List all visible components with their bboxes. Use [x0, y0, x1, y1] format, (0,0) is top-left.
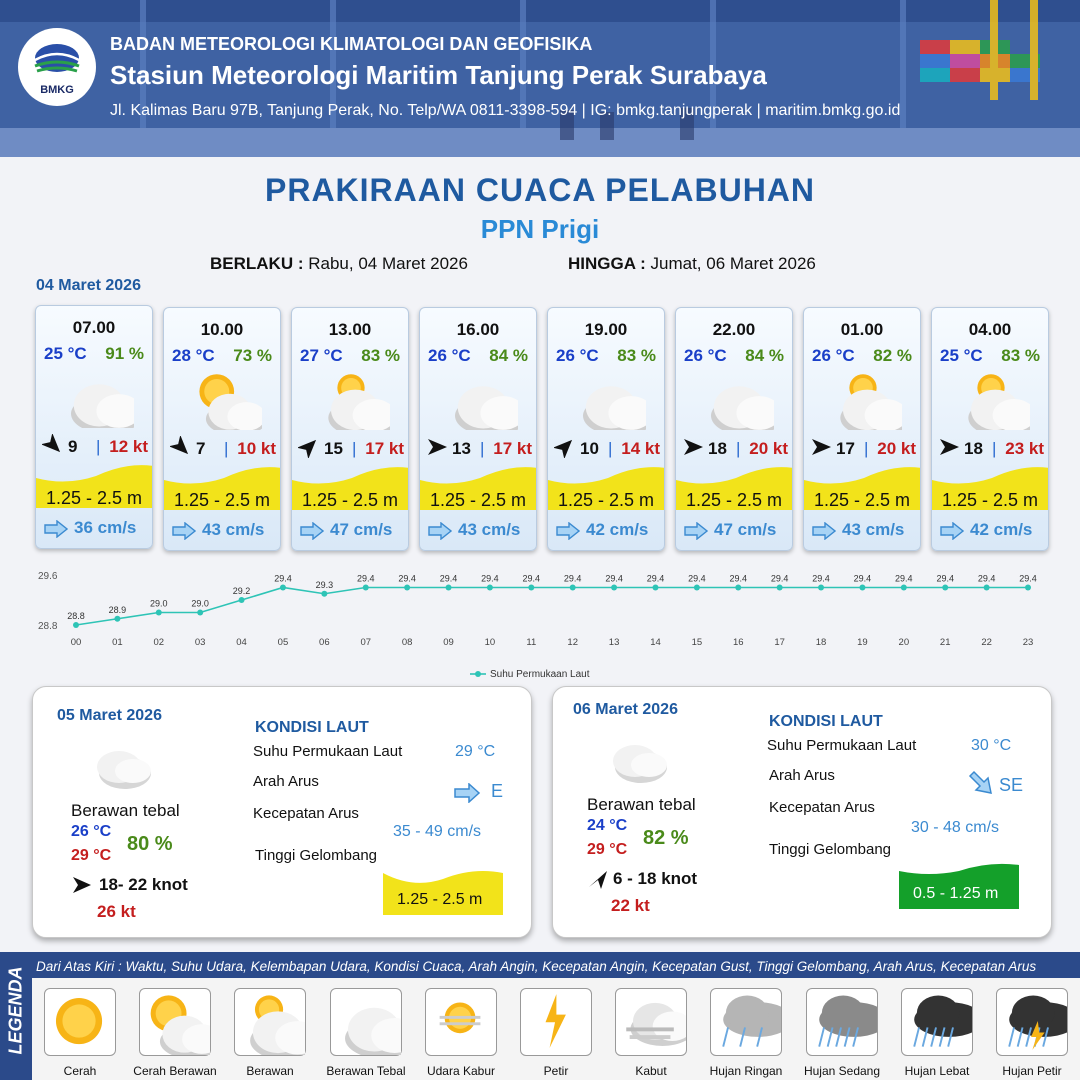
sst-data-label: 29.2	[232, 586, 251, 596]
card-wave-height: 1.25 - 2.5 m	[685, 490, 783, 510]
legend-item	[330, 988, 402, 1056]
card-humidity: 82 %	[873, 346, 912, 365]
x-tick-label: 12	[567, 637, 578, 648]
sst-series-line	[76, 588, 1028, 626]
sst-data-label: 29.4	[563, 573, 582, 584]
legend-item-label: Petir	[543, 1064, 569, 1078]
current-speed-value: 35 - 49 cm/s	[393, 823, 482, 840]
card-wind-speed: 7	[196, 439, 206, 458]
forecast-card	[931, 307, 1049, 551]
card-gust: 20 kt	[749, 439, 788, 458]
card-wave-height: 1.25 - 2.5 m	[941, 490, 1039, 510]
current-direction-icon	[300, 522, 324, 540]
card-gust: 20 kt	[877, 439, 916, 458]
thunderstorm-icon	[997, 989, 1067, 1055]
port-name: PPN Prigi	[480, 214, 600, 244]
separator: |	[480, 439, 485, 458]
card-time: 19.00	[584, 320, 628, 339]
separator: |	[736, 439, 741, 458]
partly-cloudy-icon	[184, 368, 262, 430]
mostly-cloudy-icon	[824, 368, 902, 430]
card-wave-height: 1.25 - 2.5 m	[813, 490, 911, 510]
sst-label: Suhu Permukaan Laut	[767, 737, 917, 754]
fog-icon	[616, 989, 686, 1055]
lightning-icon	[521, 989, 591, 1055]
sst-data-point	[901, 585, 907, 591]
partly-cloudy-icon	[140, 989, 210, 1055]
legend-item	[44, 988, 116, 1056]
sst-data-point	[818, 585, 824, 591]
separator: |	[96, 437, 101, 456]
mostly-cloudy-icon	[952, 368, 1030, 430]
sst-data-point	[280, 585, 286, 591]
card-time: 04.00	[968, 320, 1012, 339]
current-direction-icon	[172, 522, 196, 540]
sunny-icon	[45, 989, 115, 1055]
card-time: 10.00	[200, 320, 244, 339]
legend-title: LEGENDA	[5, 966, 26, 1055]
x-tick-label: 23	[1022, 637, 1034, 648]
card-wind-speed: 9	[68, 437, 78, 456]
card-current-speed: 47 cm/s	[714, 520, 777, 539]
valid-from-label: BERLAKU :	[210, 254, 304, 273]
legend-item-label: Udara Kabur	[426, 1064, 496, 1078]
forecast-card	[163, 307, 281, 551]
forecast-card	[547, 307, 665, 551]
sst-data-point	[859, 585, 865, 591]
valid-to-date: Jumat, 06 Maret 2026	[650, 254, 816, 273]
separator: |	[352, 439, 357, 458]
panel-date: 06 Maret 2026	[573, 701, 678, 718]
card-current-speed: 36 cm/s	[74, 518, 137, 537]
panel-tmin: 24 °C	[587, 817, 628, 834]
station-name: Stasiun Meteorologi Maritim Tanjung Perak Surabaya	[110, 60, 767, 90]
x-tick-label: 13	[608, 637, 620, 648]
sst-data-label: 29.4	[646, 573, 665, 584]
sst-data-point	[942, 585, 948, 591]
current-dir-value: SE	[999, 775, 1024, 795]
card-temperature: 27 °C	[300, 346, 343, 365]
card-temperature: 25 °C	[940, 346, 983, 365]
sst-data-label: 29.3	[315, 579, 334, 590]
panel-tmax: 29 °C	[587, 841, 628, 858]
forecast-card	[291, 307, 409, 551]
wave-height-value: 1.25 - 2.5 m	[397, 891, 483, 908]
card-time: 22.00	[712, 320, 756, 339]
sst-data-point	[528, 585, 534, 591]
legend-item	[139, 988, 211, 1056]
card-wind-speed: 10	[580, 439, 599, 458]
card-wind-speed: 18	[708, 439, 727, 458]
sst-data-label: 29.0	[150, 598, 168, 609]
station-address: Jl. Kalimas Baru 97B, Tanjung Perak, No. Telp/WA 0811-3398-594 | IG: bmkg.tanjungperak | maritim.bmkg.go.id	[110, 102, 901, 119]
forecast-card	[419, 307, 537, 551]
panel-condition: Berawan tebal	[71, 801, 180, 820]
x-tick-label: 16	[732, 637, 744, 648]
legend-item-label: Cerah	[63, 1064, 97, 1078]
wave-height-value: 0.5 - 1.25 m	[913, 885, 999, 902]
mostly-cloudy-icon	[312, 368, 390, 430]
legend-item	[234, 988, 306, 1056]
sst-data-label: 29.4	[895, 573, 913, 584]
current-direction-icon	[428, 522, 452, 540]
sst-label: Suhu Permukaan Laut	[253, 743, 403, 760]
legend-item	[806, 988, 878, 1056]
x-tick-label: 11	[526, 637, 537, 648]
forecast-card	[35, 305, 153, 549]
card-wind-speed: 18	[964, 439, 983, 458]
sst-data-point	[197, 610, 203, 616]
card-time: 13.00	[328, 320, 372, 339]
card-wave-height: 1.25 - 2.5 m	[45, 488, 143, 508]
sea-surface-temperature-chart	[30, 565, 1050, 685]
sst-data-point	[321, 591, 327, 597]
moderate-rain-icon	[807, 989, 877, 1055]
x-tick-label: 19	[857, 637, 868, 648]
sst-data-label: 29.4	[439, 573, 458, 584]
x-tick-label: 04	[236, 637, 247, 648]
card-current-speed: 43 cm/s	[458, 520, 521, 539]
card-wind-speed: 15	[324, 439, 343, 458]
valid-to	[568, 254, 816, 274]
x-tick-label: 07	[360, 637, 372, 648]
x-tick-label: 14	[650, 637, 661, 648]
card-current-speed: 43 cm/s	[842, 520, 905, 539]
legend-item-label: Hujan Lebat	[904, 1064, 970, 1078]
sst-data-point	[487, 585, 493, 591]
legend-item-label: Hujan Sedang	[803, 1064, 881, 1078]
panel-wind: 6 - 18 knot	[613, 869, 698, 888]
wind-direction-icon	[587, 869, 609, 889]
sst-data-point	[570, 585, 576, 591]
current-direction-icon	[453, 783, 481, 803]
x-tick-label: 15	[691, 637, 703, 648]
separator: |	[864, 439, 869, 458]
bmkg-logo	[18, 28, 96, 106]
sea-condition-heading: KONDISI LAUT	[255, 719, 369, 736]
current-speed-value: 30 - 48 cm/s	[911, 819, 1000, 836]
haze-icon	[426, 989, 496, 1055]
card-current-speed: 42 cm/s	[586, 520, 649, 539]
cloudy-icon	[601, 731, 681, 791]
card-temperature: 26 °C	[556, 346, 599, 365]
sst-data-label: 29.4	[977, 573, 996, 584]
header-banner	[0, 0, 1080, 157]
sst-data-point	[735, 585, 741, 591]
cloudy-icon	[440, 368, 518, 430]
forecast-card	[675, 307, 793, 551]
current-dir-value: E	[491, 781, 504, 801]
legend-description: Dari Atas Kiri : Waktu, Suhu Udara, Kelembapan Udara, Kondisi Cuaca, Arah Angin, Kecepatan Angin, Kecepatan Gust, Tinggi Gelombang, Arah Arus, Kecepatan Arus	[36, 959, 1037, 974]
forecast-panel-day3	[552, 686, 1052, 938]
card-temperature: 25 °C	[44, 344, 87, 363]
legend-item	[520, 988, 592, 1056]
card-gust: 10 kt	[237, 439, 276, 458]
x-tick-label: 21	[939, 637, 951, 648]
sst-data-point	[73, 622, 79, 628]
legend-item-label: Berawan	[246, 1064, 294, 1078]
org-name: BADAN METEOROLOGI KLIMATOLOGI DAN GEOFISIKA	[110, 34, 593, 54]
legend-item	[901, 988, 973, 1056]
sst-data-label: 29.4	[605, 573, 623, 584]
legend-item-label: Hujan Ringan	[709, 1064, 783, 1078]
wind-direction-icon	[298, 436, 320, 458]
x-tick-label: 09	[443, 637, 454, 648]
legend-label: Suhu Permukaan Laut	[490, 669, 590, 680]
card-wind-speed: 13	[452, 439, 471, 458]
current-direction-icon	[940, 522, 964, 540]
x-tick-label: 00	[70, 637, 82, 648]
card-wave-height: 1.25 - 2.5 m	[429, 490, 527, 510]
sst-data-label: 29.0	[191, 598, 209, 609]
x-tick-label: 20	[898, 637, 910, 648]
sst-data-point	[446, 585, 452, 591]
valid-from-date: Rabu, 04 Maret 2026	[308, 254, 468, 273]
current-speed-label: Kecepatan Arus	[769, 799, 875, 816]
card-time: 01.00	[840, 320, 884, 339]
current-direction-icon	[556, 522, 580, 540]
sst-data-label: 29.4	[688, 573, 706, 584]
sst-data-point	[239, 597, 245, 603]
sst-data-point	[652, 585, 658, 591]
separator: |	[992, 439, 997, 458]
wave-height-label: Tinggi Gelombang	[255, 847, 378, 864]
forecast-panel-day2	[32, 686, 532, 938]
x-tick-label: 22	[981, 637, 992, 648]
cloudy-icon	[56, 366, 134, 428]
sst-value: 30 °C	[971, 737, 1012, 754]
panel-tmax: 29 °C	[71, 847, 112, 864]
sst-data-label: 29.4	[274, 573, 292, 584]
sst-data-label: 29.4	[853, 573, 872, 584]
card-humidity: 73 %	[233, 346, 272, 365]
x-tick-label: 18	[815, 637, 827, 648]
x-tick-label: 05	[277, 637, 289, 648]
card-humidity: 91 %	[105, 344, 144, 363]
sst-data-label: 29.4	[356, 573, 375, 584]
cloudy-icon	[696, 368, 774, 430]
sst-data-point	[984, 585, 990, 591]
sst-data-label: 28.8	[67, 611, 85, 621]
sst-data-point	[363, 585, 369, 591]
cloudy-icon	[331, 989, 401, 1055]
sst-data-point	[114, 616, 120, 622]
x-tick-label: 02	[153, 637, 165, 648]
sst-data-point	[694, 585, 700, 591]
forecast-card	[803, 307, 921, 551]
legend-item	[710, 988, 782, 1056]
panel-gust: 26 kt	[97, 902, 136, 921]
x-tick-label: 10	[484, 637, 496, 648]
panel-humidity: 82 %	[643, 827, 689, 849]
sst-data-label: 29.4	[770, 573, 789, 584]
current-direction-icon	[684, 522, 708, 540]
card-temperature: 28 °C	[172, 346, 215, 365]
card-time: 07.00	[72, 318, 116, 337]
card-humidity: 84 %	[745, 346, 784, 365]
card-wave-height: 1.25 - 2.5 m	[173, 490, 271, 510]
wind-direction-icon	[426, 436, 448, 458]
sst-data-point	[156, 610, 162, 616]
card-current-speed: 47 cm/s	[330, 520, 393, 539]
card-wave-height: 1.25 - 2.5 m	[557, 490, 655, 510]
card-current-speed: 43 cm/s	[202, 520, 265, 539]
x-tick-label: 17	[774, 637, 785, 648]
panel-condition: Berawan tebal	[587, 795, 696, 814]
current-dir-label: Arah Arus	[769, 767, 835, 784]
y-tick-label: 29.6	[38, 571, 58, 582]
sst-data-point	[777, 585, 783, 591]
separator: |	[224, 439, 229, 458]
card-humidity: 84 %	[489, 346, 528, 365]
legend-item-label: Hujan Petir	[1002, 1064, 1062, 1078]
panel-humidity: 80 %	[127, 833, 173, 855]
legend-item	[615, 988, 687, 1056]
wind-direction-icon	[938, 436, 960, 458]
card-temperature: 26 °C	[428, 346, 471, 365]
valid-from	[210, 254, 468, 274]
panel-tmin: 26 °C	[71, 823, 112, 840]
sst-data-label: 28.9	[108, 604, 127, 615]
panel-date: 05 Maret 2026	[57, 707, 162, 724]
legend-item-label: Kabut	[635, 1064, 667, 1078]
wind-direction-icon	[170, 436, 192, 458]
card-time: 16.00	[456, 320, 500, 339]
current-direction-icon	[812, 522, 836, 540]
wind-direction-icon	[71, 875, 93, 895]
x-tick-label: 06	[319, 637, 330, 648]
sst-data-label: 29.4	[522, 573, 541, 584]
card-humidity: 83 %	[1001, 346, 1040, 365]
card-gust: 12 kt	[109, 437, 148, 456]
legend-item	[996, 988, 1068, 1056]
panel-gust: 22 kt	[611, 896, 650, 915]
card-wind-speed: 17	[836, 439, 855, 458]
cloudy-icon	[568, 368, 646, 430]
card-temperature: 26 °C	[812, 346, 855, 365]
panel-wind: 18- 22 knot	[99, 875, 188, 894]
current-direction-icon	[44, 520, 68, 538]
cloudy-icon	[85, 737, 165, 797]
y-tick-label: 28.8	[38, 621, 58, 632]
wave-height-label: Tinggi Gelombang	[769, 841, 892, 858]
x-tick-label: 08	[401, 637, 413, 648]
legend-item-label: Cerah Berawan	[133, 1064, 217, 1078]
sst-data-label: 29.4	[398, 573, 416, 584]
page-title: PRAKIRAAN CUACA PELABUHAN	[264, 172, 816, 208]
card-humidity: 83 %	[361, 346, 400, 365]
sst-value: 29 °C	[455, 743, 496, 760]
wind-direction-icon	[682, 436, 704, 458]
separator: |	[608, 439, 613, 458]
legend-item	[425, 988, 497, 1056]
wind-direction-icon	[810, 436, 832, 458]
logo-text: BMKG	[40, 84, 74, 96]
current-dir-label: Arah Arus	[253, 773, 319, 790]
sst-data-point	[611, 585, 617, 591]
sst-data-point	[1025, 585, 1031, 591]
wind-direction-icon	[42, 434, 64, 456]
valid-to-label: HINGGA :	[568, 254, 646, 273]
card-gust: 14 kt	[621, 439, 660, 458]
sst-data-point	[404, 585, 410, 591]
legend-item-label: Berawan Tebal	[326, 1064, 406, 1078]
card-wave-height: 1.25 - 2.5 m	[301, 490, 399, 510]
current-speed-label: Kecepatan Arus	[253, 805, 359, 822]
light-rain-icon	[711, 989, 781, 1055]
mostly-cloudy-icon	[235, 989, 305, 1055]
card-current-speed: 42 cm/s	[970, 520, 1033, 539]
sea-condition-heading: KONDISI LAUT	[769, 713, 883, 730]
legend-marker	[475, 671, 481, 677]
current-direction-icon	[967, 769, 995, 797]
sst-data-label: 29.4	[1019, 573, 1037, 584]
wind-direction-icon	[554, 436, 576, 458]
day1-date: 04 Maret 2026	[36, 277, 141, 294]
heavy-rain-icon	[902, 989, 972, 1055]
card-gust: 17 kt	[493, 439, 532, 458]
card-gust: 17 kt	[365, 439, 404, 458]
sst-data-label: 29.4	[812, 573, 830, 584]
x-tick-label: 03	[194, 637, 206, 648]
sst-data-label: 29.4	[936, 573, 954, 584]
x-tick-label: 01	[112, 637, 123, 648]
card-temperature: 26 °C	[684, 346, 727, 365]
sst-data-label: 29.4	[481, 573, 499, 584]
card-humidity: 83 %	[617, 346, 656, 365]
sst-data-label: 29.4	[729, 573, 748, 584]
card-gust: 23 kt	[1005, 439, 1044, 458]
